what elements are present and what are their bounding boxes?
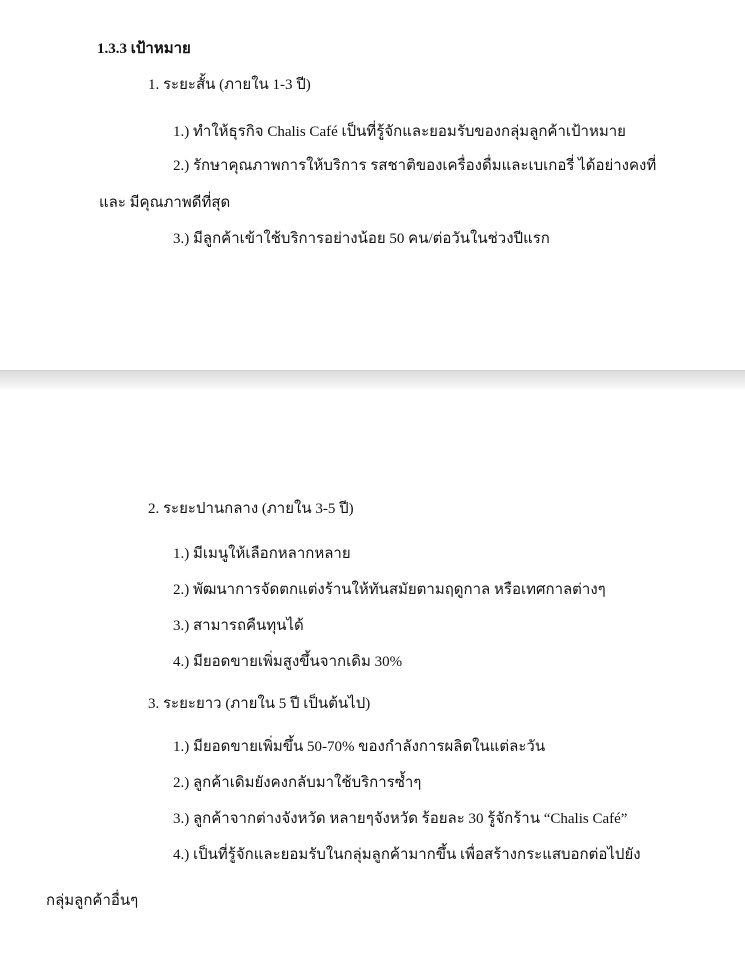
short-term-item-1: 1.) ทำให้ธุรกิจ Chalis Café เป็นที่รู้จักและยอมรับของกลุ่มลูกค้าเป้าหมาย <box>173 124 626 140</box>
short-term-title: 1. ระยะสั้น (ภายใน 1-3 ปี) <box>148 77 311 93</box>
short-term-item-3: 3.) มีลูกค้าเข้าใช้บริการอย่างน้อย 50 คน/ต่อวันในช่วงปีแรก <box>173 231 550 247</box>
long-term-item-4: 4.) เป็นที่รู้จักและยอมรับในกลุ่มลูกค้ามากขึ้น เพื่อสร้างกระแสบอกต่อไปยัง <box>173 847 641 863</box>
medium-term-item-1: 1.) มีเมนูให้เลือกหลากหลาย <box>173 546 351 562</box>
document-page-1 <box>0 0 745 370</box>
medium-term-item-3: 3.) สามารถคืนทุนได้ <box>173 618 304 634</box>
medium-term-title: 2. ระยะปานกลาง (ภายใน 3-5 ปี) <box>148 501 354 517</box>
short-term-item-2: 2.) รักษาคุณภาพการให้บริการ รสชาติของเครื่องดื่มและเบเกอรี่ ได้อย่างคงที่ <box>173 158 657 174</box>
long-term-item-3: 3.) ลูกค้าจากต่างจังหวัด หลายๆจังหวัด ร้อยละ 30 รู้จักร้าน “Chalis Café” <box>173 811 628 827</box>
long-term-item-2: 2.) ลูกค้าเดิมยังคงกลับมาใช้บริการซ้ำๆ <box>173 775 422 791</box>
short-term-item-2-continued: และ มีคุณภาพดีที่สุด <box>99 195 231 211</box>
medium-term-item-4: 4.) มียอดขายเพิ่มสูงขึ้นจากเดิม 30% <box>173 654 403 670</box>
document-page-2 <box>0 390 745 960</box>
long-term-item-1: 1.) มียอดขายเพิ่มขึ้น 50-70% ของกำลังการผลิตในแต่ละวัน <box>173 739 546 755</box>
section-heading: 1.3.3 เป้าหมาย <box>97 41 191 57</box>
medium-term-item-2: 2.) พัฒนาการจัดตกแต่งร้านให้ทันสมัยตามฤดูกาล หรือเทศกาลต่างๆ <box>173 582 606 598</box>
long-term-item-4-continued: กลุ่มลูกค้าอื่นๆ <box>46 893 139 909</box>
long-term-title: 3. ระยะยาว (ภายใน 5 ปี เป็นต้นไป) <box>148 696 371 712</box>
page-break <box>0 370 745 391</box>
